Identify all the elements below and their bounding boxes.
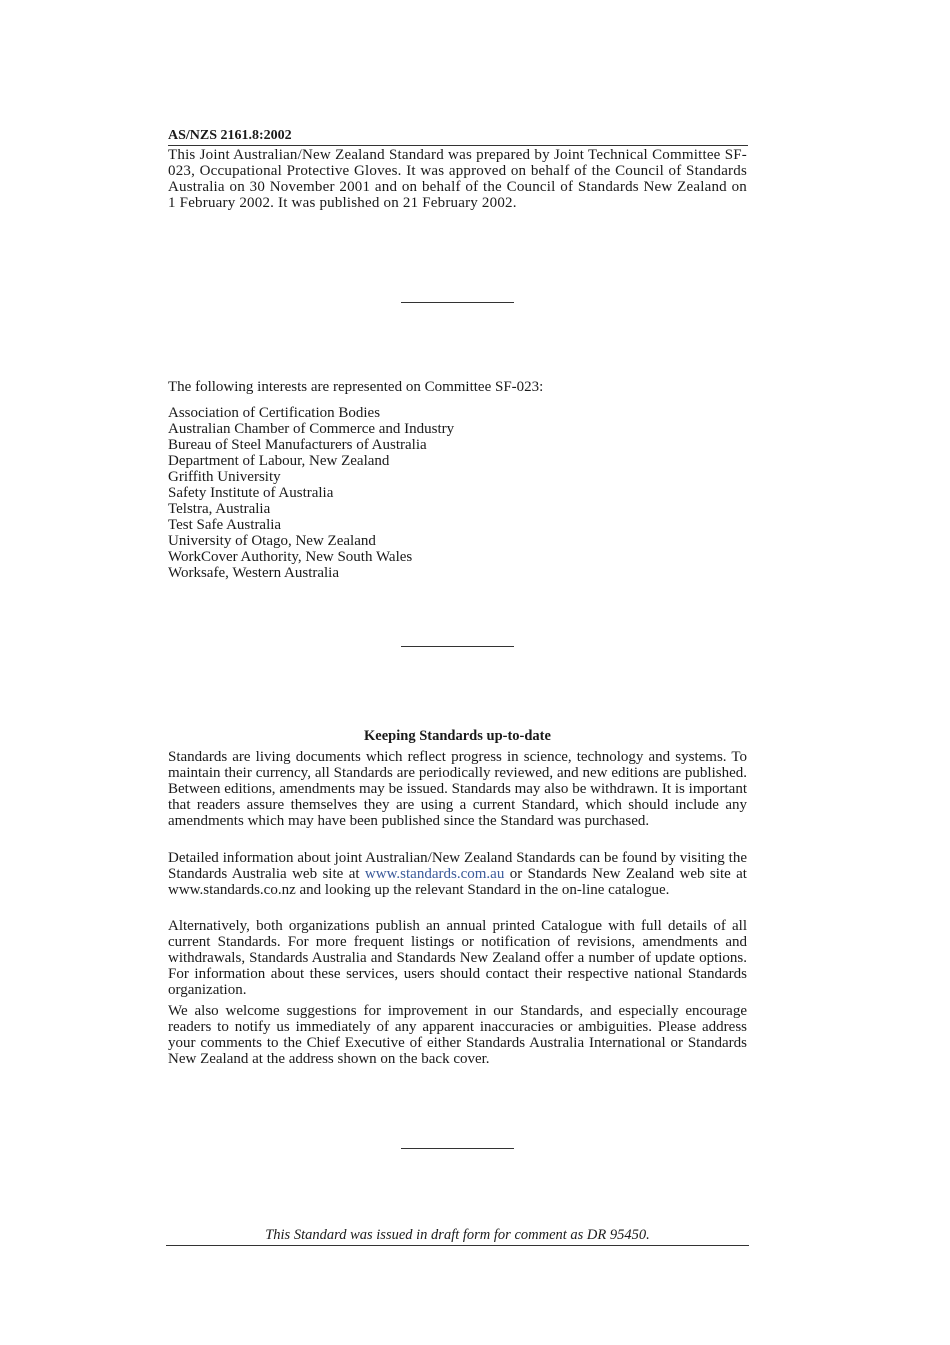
paragraph-catalogue: Alternatively, both organizations publish an annual printed Catalogue with full details of all current Standards. For more frequent listings or notification of revisions, amendments and withdrawals, Standards Australia and Standards New Zealand offer a number of update options. For information about these services, users should contact their respective national Standards organization.: [168, 918, 747, 998]
list-item: Griffith University: [168, 469, 281, 485]
committee-member-list: [168, 405, 747, 581]
paragraph-web-info: [168, 850, 747, 898]
list-item: University of Otago, New Zealand: [168, 533, 376, 549]
section-divider: [401, 646, 514, 647]
list-item: Telstra, Australia: [168, 501, 271, 517]
draft-note: This Standard was issued in draft form for comment as DR 95450.: [265, 1227, 650, 1243]
list-item: WorkCover Authority, New South Wales: [168, 549, 413, 565]
paragraph-living-documents: Standards are living documents which reflect progress in science, technology and systems. To maintain their currency, all Standards are periodically reviewed, and new editions are published. Between editions, amendments may be issued. Standards may also be withdrawn. It is important that readers assure themselves they are using a current Standard, which should include any amendments which may have been published since the Standard was purchased.: [168, 749, 747, 829]
preparation-statement: This Joint Australian/New Zealand Standard was prepared by Joint Technical Committee SF-023, Occupational Protective Gloves. It was approved on behalf of the Council of Standards Australia on 30 November 2001 and on behalf of the Council of Standards New Zealand on 1 February 2002. It was published on 21 February 2002.: [168, 147, 747, 211]
section-divider: [401, 1148, 514, 1149]
list-item: Safety Institute of Australia: [168, 485, 334, 501]
list-item: Worksafe, Western Australia: [168, 565, 340, 581]
list-item: Australian Chamber of Commerce and Industry: [168, 421, 455, 437]
standards-australia-link[interactable]: www.standards.com.au: [364, 866, 505, 882]
paragraph-text: Detailed information about joint Australian/New Zealand Standards can be found by visiting the Standards Australia web site at: [168, 850, 747, 882]
section-heading: Keeping Standards up-to-date: [364, 728, 551, 744]
paragraph-text: or Standards New Zealand web site at www.standards.co.nz and looking up the relevant Standard in the on-line catalogue.: [168, 866, 747, 898]
list-item: Test Safe Australia: [168, 517, 282, 533]
paragraph-suggestions: We also welcome suggestions for improvement in our Standards, and especially encourage readers to notify us immediately of any apparent inaccuracies or ambiguities. Please address your comments to the Chief Executive of either Standards Australia International or Standards New Zealand at the address shown on the back cover.: [168, 1003, 747, 1067]
list-item: Department of Labour, New Zealand: [168, 453, 390, 469]
committee-intro: The following interests are represented on Committee SF-023:: [168, 379, 544, 395]
section-divider: [401, 302, 514, 303]
list-item: Association of Certification Bodies: [168, 405, 381, 421]
standard-number: AS/NZS 2161.8:2002: [168, 128, 292, 143]
footer-rule: [166, 1245, 749, 1246]
list-item: Bureau of Steel Manufacturers of Australia: [168, 437, 427, 453]
header-rule: [168, 145, 748, 146]
